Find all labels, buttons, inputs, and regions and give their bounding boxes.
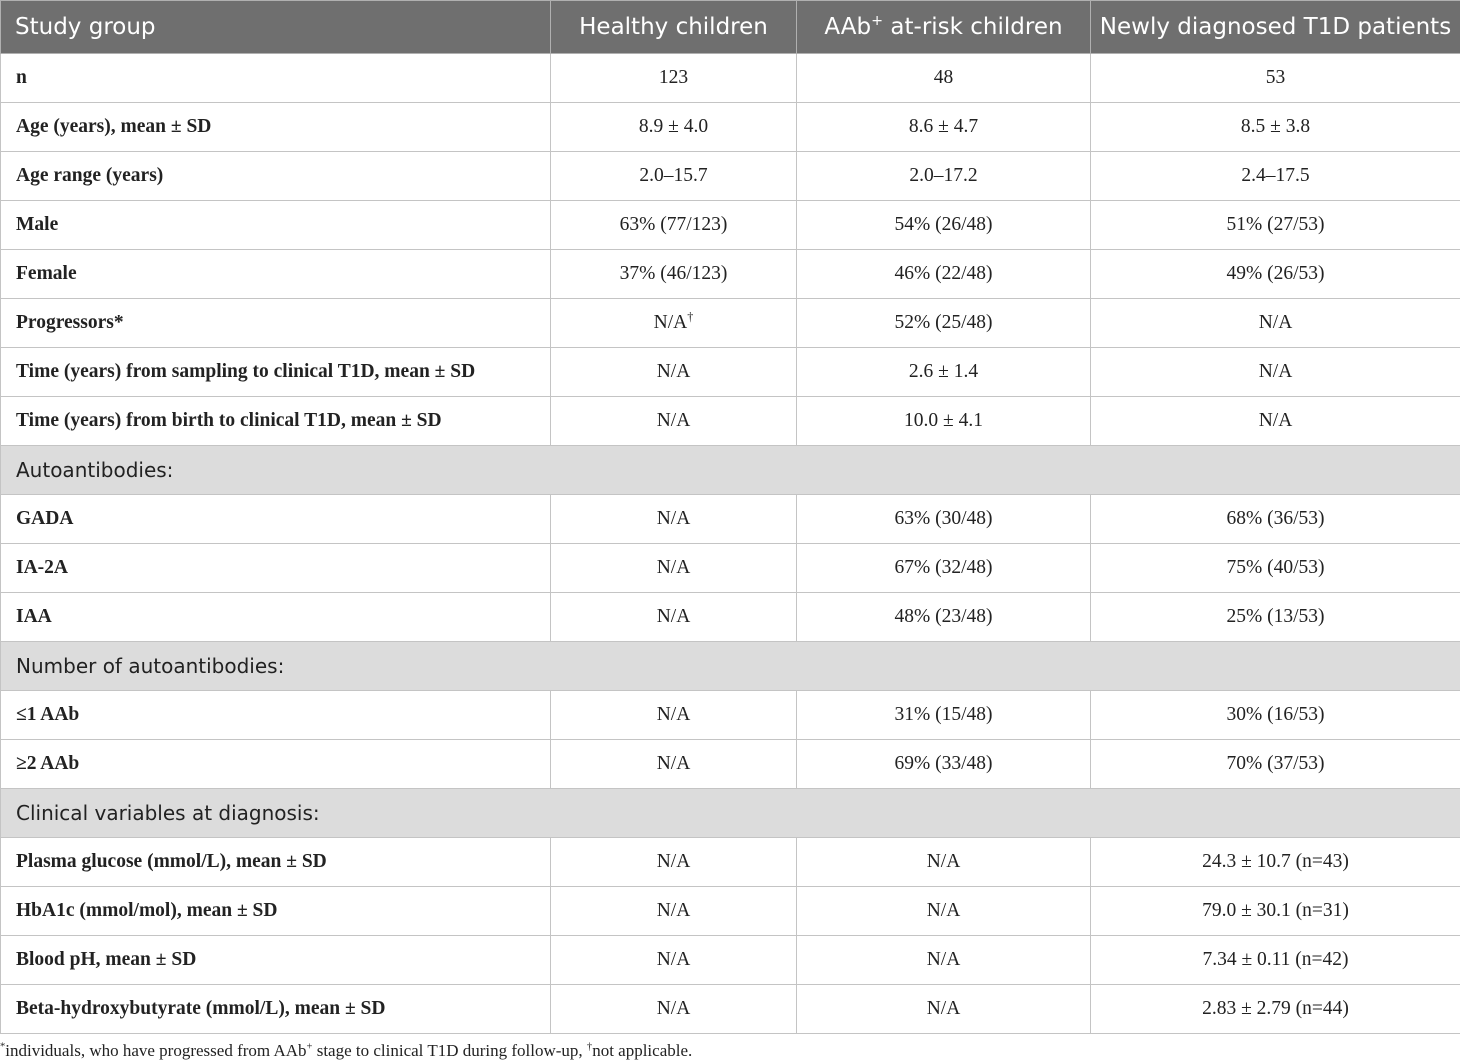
row-label: Age range (years) [1, 152, 551, 201]
table-row [1, 740, 1460, 789]
cell-newly-diagnosed-t1d: 75% (40/53) [1091, 544, 1460, 593]
cell-newly-diagnosed-t1d: N/A [1091, 299, 1460, 348]
section-header-row [1, 789, 1460, 838]
table-row [1, 544, 1460, 593]
row-label: Age (years), mean ± SD [1, 103, 551, 152]
cell-aab-at-risk-children: 63% (30/48) [797, 495, 1091, 544]
cell-newly-diagnosed-t1d: 24.3 ± 10.7 (n=43) [1091, 838, 1460, 887]
cell-healthy-children: N/A [551, 544, 797, 593]
cell-aab-at-risk-children: 67% (32/48) [797, 544, 1091, 593]
section-title: Clinical variables at diagnosis: [1, 789, 1460, 838]
cell-value: N/A [653, 312, 688, 333]
cell-newly-diagnosed-t1d: 7.34 ± 0.11 (n=42) [1091, 936, 1460, 985]
table-row [1, 495, 1460, 544]
table-header-row [1, 1, 1460, 54]
header-aab-at-risk-children [797, 1, 1091, 54]
cell-healthy-children: N/A [551, 936, 797, 985]
table-row [1, 103, 1460, 152]
cell-newly-diagnosed-t1d: 53 [1091, 54, 1460, 103]
row-label: Progressors* [1, 299, 551, 348]
table-row [1, 985, 1460, 1034]
cell-newly-diagnosed-t1d: 30% (16/53) [1091, 691, 1460, 740]
cell-aab-at-risk-children: 31% (15/48) [797, 691, 1091, 740]
cell-aab-at-risk-children: 8.6 ± 4.7 [797, 103, 1091, 152]
cell-healthy-children [551, 299, 797, 348]
cell-healthy-children: N/A [551, 397, 797, 446]
cell-aab-at-risk-children: N/A [797, 887, 1091, 936]
table-row [1, 691, 1460, 740]
table-row [1, 348, 1460, 397]
cell-newly-diagnosed-t1d: 79.0 ± 30.1 (n=31) [1091, 887, 1460, 936]
row-label: Female [1, 250, 551, 299]
cell-healthy-children: 63% (77/123) [551, 201, 797, 250]
header-newly-diagnosed-t1d: Newly diagnosed T1D patients [1091, 1, 1460, 54]
cell-aab-at-risk-children: 10.0 ± 4.1 [797, 397, 1091, 446]
table-row [1, 54, 1460, 103]
row-label: Time (years) from birth to clinical T1D, mean ± SD [1, 397, 551, 446]
cell-healthy-children: N/A [551, 740, 797, 789]
cell-healthy-children: N/A [551, 691, 797, 740]
table-footnote [0, 1041, 1460, 1061]
section-title: Autoantibodies: [1, 446, 1460, 495]
cell-aab-at-risk-children: 52% (25/48) [797, 299, 1091, 348]
cell-aab-at-risk-children: 48% (23/48) [797, 593, 1091, 642]
cell-healthy-children: N/A [551, 887, 797, 936]
cell-aab-at-risk-children: N/A [797, 985, 1091, 1034]
header-at-risk-text: at-risk children [883, 14, 1063, 40]
section-header-row [1, 642, 1460, 691]
cell-healthy-children: 123 [551, 54, 797, 103]
row-label: Male [1, 201, 551, 250]
row-label: n [1, 54, 551, 103]
cell-newly-diagnosed-t1d: N/A [1091, 397, 1460, 446]
table-row [1, 593, 1460, 642]
header-study-group: Study group [1, 1, 551, 54]
cell-newly-diagnosed-t1d: 70% (37/53) [1091, 740, 1460, 789]
cell-aab-at-risk-children: 2.6 ± 1.4 [797, 348, 1091, 397]
row-label: HbA1c (mmol/mol), mean ± SD [1, 887, 551, 936]
cell-newly-diagnosed-t1d: 2.4–17.5 [1091, 152, 1460, 201]
section-title: Number of autoantibodies: [1, 642, 1460, 691]
cell-healthy-children: N/A [551, 838, 797, 887]
footnote-dagger: † [586, 1041, 593, 1053]
table-row [1, 152, 1460, 201]
cell-healthy-children: 8.9 ± 4.0 [551, 103, 797, 152]
cell-aab-at-risk-children: 69% (33/48) [797, 740, 1091, 789]
cell-aab-at-risk-children: N/A [797, 936, 1091, 985]
table-row [1, 887, 1460, 936]
cell-aab-at-risk-children: 54% (26/48) [797, 201, 1091, 250]
table-row [1, 936, 1460, 985]
header-aab-superscript: + [871, 13, 884, 30]
header-aab-text: AAb [824, 14, 872, 40]
footnote-plus: + [306, 1041, 313, 1053]
footnote-text-3: not applicable. [592, 1041, 693, 1060]
header-healthy-children: Healthy children [551, 1, 797, 54]
cell-aab-at-risk-children: 48 [797, 54, 1091, 103]
cell-newly-diagnosed-t1d: 25% (13/53) [1091, 593, 1460, 642]
table-row [1, 397, 1460, 446]
cell-aab-at-risk-children: 46% (22/48) [797, 250, 1091, 299]
row-label: Plasma glucose (mmol/L), mean ± SD [1, 838, 551, 887]
row-label: Time (years) from sampling to clinical T1D, mean ± SD [1, 348, 551, 397]
cell-aab-at-risk-children: 2.0–17.2 [797, 152, 1091, 201]
footnote-text-2: stage to clinical T1D during follow-up, [312, 1041, 587, 1060]
cell-newly-diagnosed-t1d: 51% (27/53) [1091, 201, 1460, 250]
cell-newly-diagnosed-t1d: N/A [1091, 348, 1460, 397]
cell-healthy-children: N/A [551, 593, 797, 642]
cell-aab-at-risk-children: N/A [797, 838, 1091, 887]
table-row [1, 250, 1460, 299]
row-label: IA-2A [1, 544, 551, 593]
row-label: GADA [1, 495, 551, 544]
footnote-asterisk: * [0, 1041, 6, 1053]
row-label: IAA [1, 593, 551, 642]
dagger-superscript: † [687, 309, 694, 324]
table-row [1, 201, 1460, 250]
cell-newly-diagnosed-t1d: 2.83 ± 2.79 (n=44) [1091, 985, 1460, 1034]
cell-healthy-children: N/A [551, 985, 797, 1034]
row-label: ≥2 AAb [1, 740, 551, 789]
row-label: Blood pH, mean ± SD [1, 936, 551, 985]
cell-newly-diagnosed-t1d: 68% (36/53) [1091, 495, 1460, 544]
cell-healthy-children: N/A [551, 348, 797, 397]
cell-healthy-children: 37% (46/123) [551, 250, 797, 299]
row-label: ≤1 AAb [1, 691, 551, 740]
cell-newly-diagnosed-t1d: 8.5 ± 3.8 [1091, 103, 1460, 152]
cell-healthy-children: N/A [551, 495, 797, 544]
section-header-row [1, 446, 1460, 495]
cell-newly-diagnosed-t1d: 49% (26/53) [1091, 250, 1460, 299]
row-label: Beta-hydroxybutyrate (mmol/L), mean ± SD [1, 985, 551, 1034]
cell-healthy-children: 2.0–15.7 [551, 152, 797, 201]
table-row [1, 838, 1460, 887]
footnote-text-1: individuals, who have progressed from AAb [5, 1041, 307, 1060]
table-row [1, 299, 1460, 348]
